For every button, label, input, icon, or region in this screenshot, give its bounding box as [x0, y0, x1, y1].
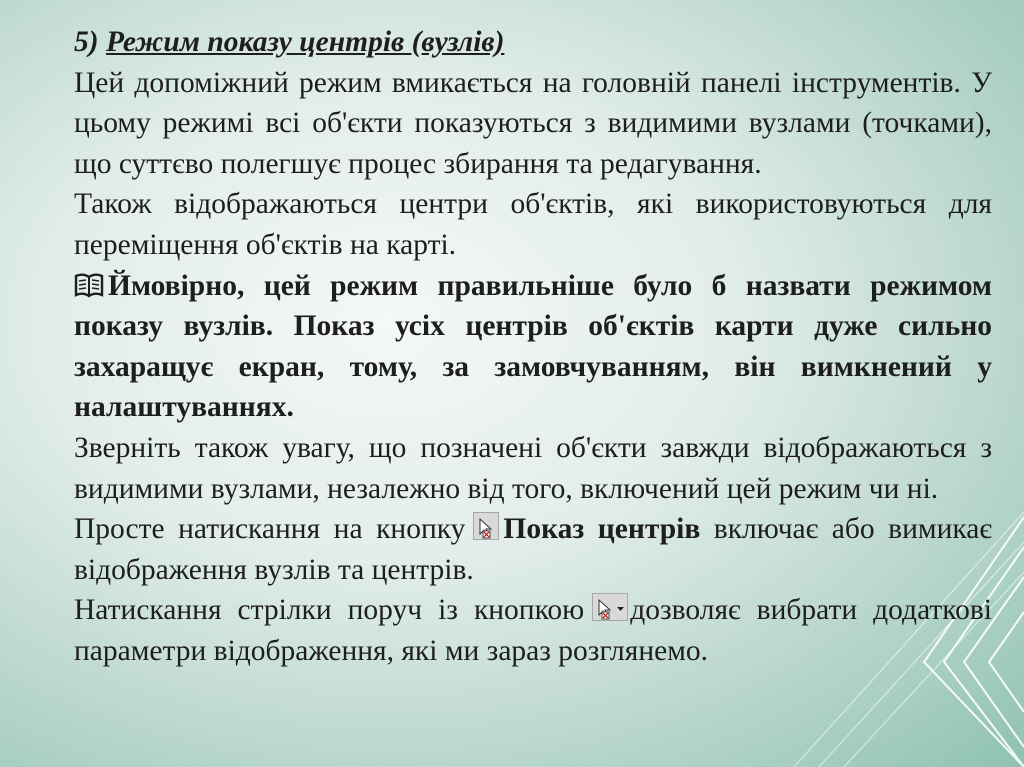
paragraph-note: [74, 266, 992, 428]
heading-title: Режим показу центрів (вузлів): [105, 26, 505, 58]
show-centers-dropdown-icon: [592, 593, 628, 621]
note-text: Ймовірно, цей режим правильніше було б назвати режимом показу вузлів. Показ усіх центрів об'єктів карти дуже сильно захаращує екран, тому, за замовчуванням, він вимкнений у налаштуваннях.: [74, 269, 992, 424]
book-icon: [74, 272, 104, 298]
paragraph-intro: Цей допоміжний режим вмикається на головній панелі інструментів. У цьому режимі всі об'єкти показуються з видимими вузлами (точками), що суттєво полегшує процес збирання та редагування.: [74, 66, 992, 180]
section-heading: [74, 22, 992, 63]
dropdown-text-before: Натискання стрілки поруч із кнопкою: [74, 594, 585, 627]
paragraph-selected-objects: Зверніть також увагу, що позначені об'єкти завжди відображаються з видимими вузлами, незалежно від того, включений цей режим чи ні.: [74, 431, 992, 505]
button-text-after: включає або вимикає відображення вузлів та центрів.: [74, 513, 992, 586]
heading-number: 5): [74, 26, 106, 58]
button-name: Показ центрів: [503, 513, 701, 546]
slide-content: [74, 22, 992, 672]
paragraph-dropdown: [74, 590, 992, 671]
button-text-before: Просте натискання на кнопку: [74, 513, 466, 546]
paragraph-centers: Також відображаються центри об'єктів, які використовуються для переміщення об'єктів на карті.: [74, 188, 992, 261]
paragraph-button: [74, 509, 992, 590]
show-centers-button-icon: [473, 512, 499, 540]
dropdown-text-after: дозволяє вибрати додаткові параметри відображення, які ми зараз розглянемо.: [74, 594, 992, 667]
